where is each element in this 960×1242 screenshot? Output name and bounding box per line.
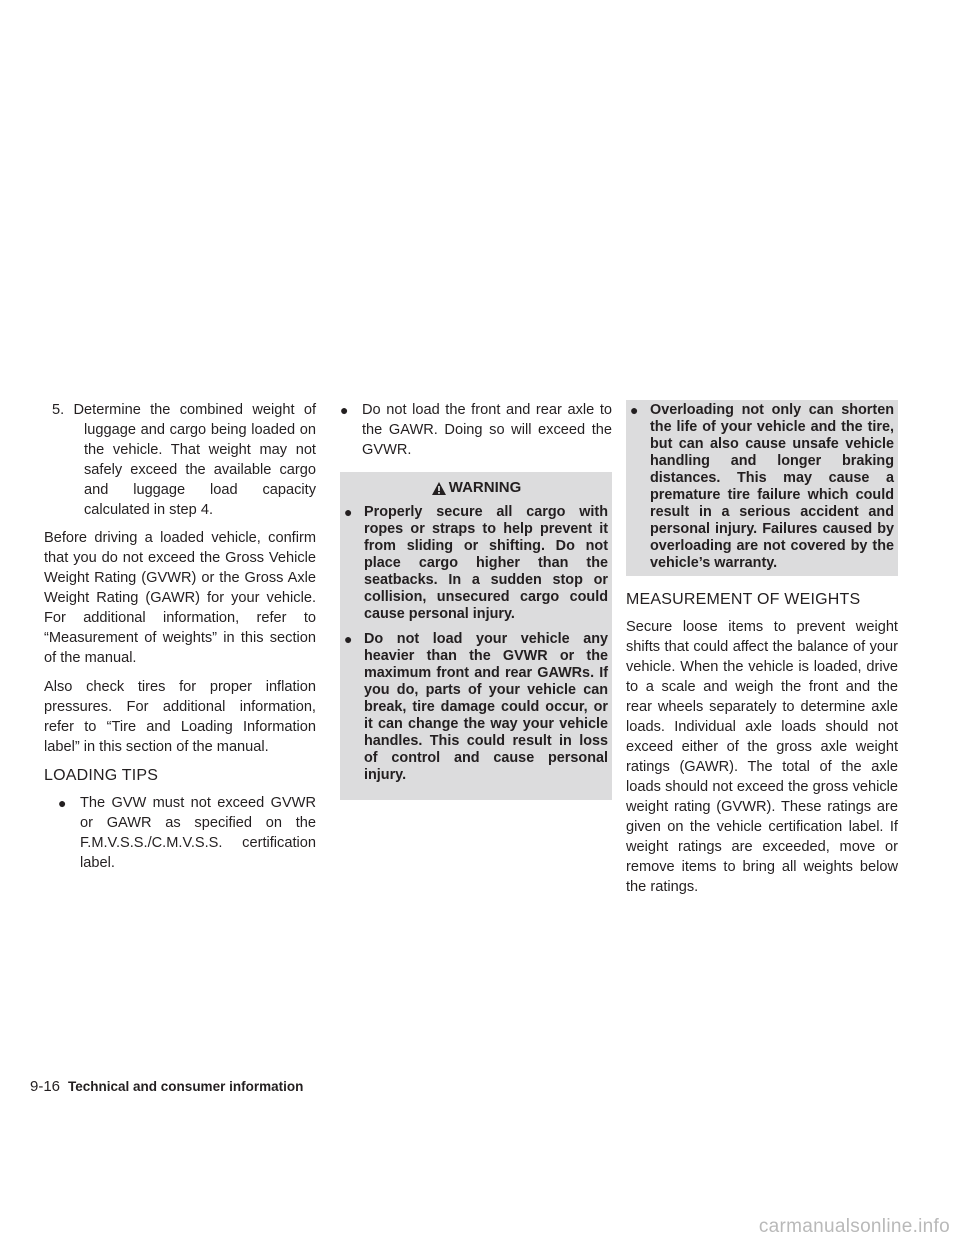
warning-item-text: Overloading not only can shorten the life of your vehicle and the tire, but can also cause unsafe vehicle handling and longer braking distances. This may cause a premature tire failure which could result in a serious accident and personal injury. Failures caused by overloading are not covered by the vehicle’s warranty. — [650, 402, 894, 571]
step-5: 5. Determine the combined weight of luggage and cargo being loaded on the vehicle. That weight may not safely exceed the available cargo and luggage load capacity calculated in step 4. — [52, 402, 316, 518]
paragraph-confirm-ratings: Before driving a loaded vehicle, confirm that you do not exceed the Gross Vehicle Weight Rating (GVWR) or the Gross Axle Weight Rating (GAWR) for your vehicle. For additional information, refer to “Measurement of weights” in this section of the manual. — [44, 530, 316, 666]
heading-measurement-of-weights: MEASUREMENT OF WEIGHTS — [626, 591, 861, 608]
warning-title-text: WARNING — [448, 479, 522, 496]
heading-loading-tips: LOADING TIPS — [44, 767, 159, 784]
bullet-icon: ● — [630, 402, 639, 418]
bullet-icon: ● — [344, 504, 353, 520]
list-item-text: Do not load the front and rear axle to the GAWR. Doing so will exceed the GVWR. — [362, 402, 612, 458]
warning-title — [340, 478, 612, 498]
bullet-icon: ● — [344, 631, 353, 647]
watermark: carmanualsonline.info — [758, 1216, 950, 1237]
paragraph-measurement: Secure loose items to prevent weight shifts that could affect the balance of your vehicle. When the vehicle is loaded, drive to a scale and weigh the front and the rear wheels separately to determine axle loads. Individual axle loads should not exceed either of the gross axle weight ratings (GAWR). The total of the axle loads should not exceed the gross vehicle weight rating (GVWR). These ratings are given on the vehicle certification label. If weight ratings are exceeded, move or remove items to bring all weights below the ratings. — [626, 619, 898, 895]
warning-item — [340, 631, 612, 784]
warning-item — [340, 504, 612, 623]
warning-item-text: Do not load your vehicle any heavier than the GVWR or the maximum front and rear GAWRs. If you do, parts of your vehicle can break, tire damage could occur, or it can change the way your vehicle handles. This could result in loss of control and cause personal injury. — [364, 631, 608, 783]
page-number: 9-16 — [30, 1078, 61, 1095]
warning-item — [626, 402, 898, 572]
column-1 — [44, 400, 316, 879]
section-name: Technical and consumer information — [68, 1079, 304, 1094]
list-item-text: The GVW must not exceed GVWR or GAWR as specified on the F.M.V.S.S./C.M.V.S.S. certification label. — [80, 795, 316, 871]
list-item — [44, 793, 316, 873]
warning-item-text: Properly secure all cargo with ropes or straps to help prevent it from sliding or shifting. Do not place cargo higher than the seatbacks. In a sudden stop or collision, unsecured cargo could cause personal injury. — [364, 504, 608, 622]
bullet-icon: ● — [340, 402, 349, 418]
bullet-icon: ● — [58, 795, 67, 811]
column-3 — [626, 400, 898, 906]
column-2 — [340, 400, 612, 800]
warning-triangle-icon — [431, 481, 447, 496]
page-footer — [30, 1078, 303, 1095]
list-item — [340, 400, 612, 460]
warning-box-continued — [626, 400, 898, 576]
paragraph-check-tires: Also check tires for proper inflation pressures. For additional information, refer to “Tire and Loading Information label” in this section of the manual. — [44, 679, 316, 755]
warning-box — [340, 472, 612, 800]
